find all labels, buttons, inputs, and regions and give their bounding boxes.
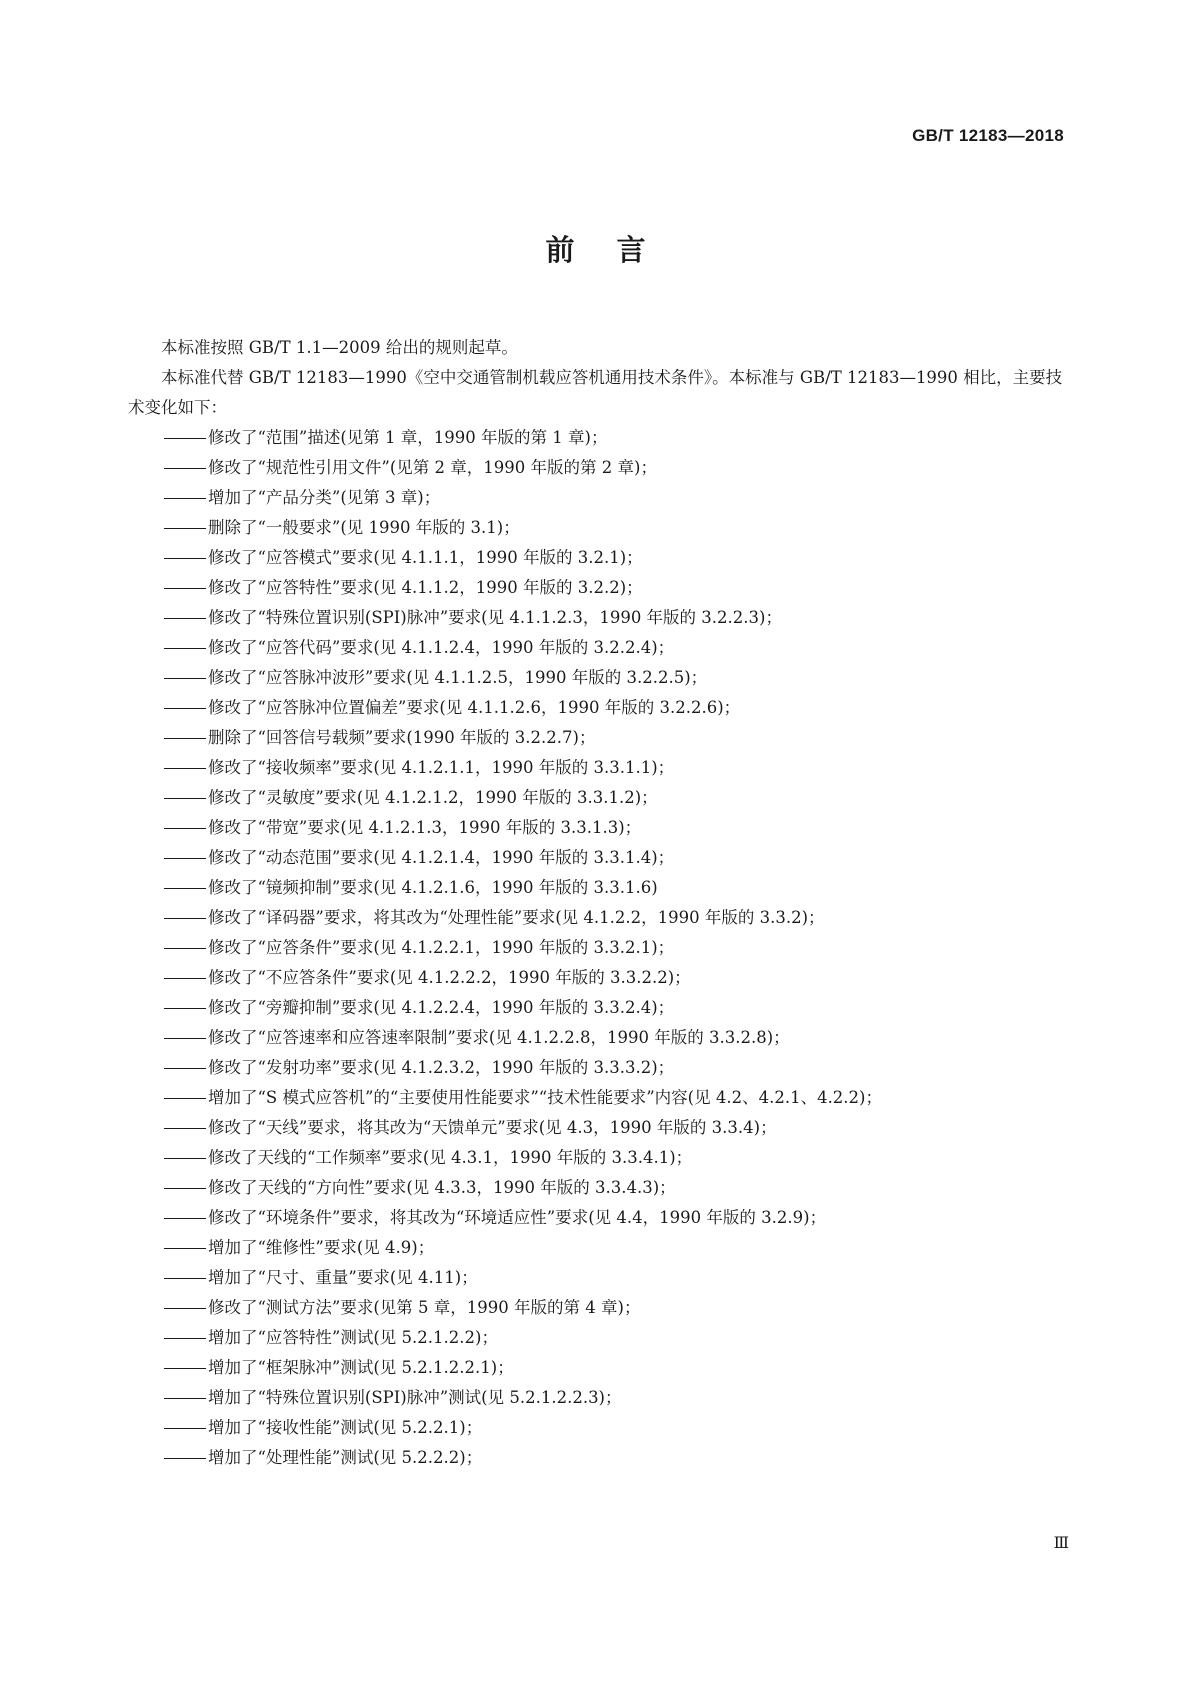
change-list-item (128, 603, 1063, 633)
list-dash (164, 1338, 206, 1339)
list-dash (164, 1308, 206, 1309)
change-list-item-text: 增加了“维修性”要求(见 4.9)； (208, 1238, 435, 1257)
change-list-item (128, 963, 1063, 993)
list-dash (164, 468, 206, 469)
change-list-item-text: 删除了“一般要求”(见 1990 年版的 3.1)； (208, 518, 520, 537)
change-list-item-text: 修改了“应答速率和应答速率限制”要求(见 4.1.2.2.8，1990 年版的 3.3.2.8)； (208, 1028, 790, 1047)
list-dash (164, 558, 206, 559)
change-list-item-text: 修改了“范围”描述(见第 1 章，1990 年版的第 1 章)； (208, 428, 608, 447)
list-dash (164, 1038, 206, 1039)
change-list-item-text: 修改了“动态范围”要求(见 4.1.2.1.4，1990 年版的 3.3.1.4)； (208, 848, 675, 867)
list-dash (164, 1068, 206, 1069)
list-dash (164, 738, 206, 739)
change-list-item-text: 修改了“应答模式”要求(见 4.1.1.1，1990 年版的 3.2.1)； (208, 548, 643, 567)
change-list-item-text: 修改了“译码器”要求，将其改为“处理性能”要求(见 4.1.2.2，1990 年版的 3.3.2)； (208, 908, 825, 927)
change-list-item-text: 增加了“处理性能”测试(见 5.2.2.2)； (208, 1448, 483, 1467)
change-list-item (128, 453, 1063, 483)
change-list-item (128, 1323, 1063, 1353)
change-list-item (128, 723, 1063, 753)
list-dash (164, 978, 206, 979)
document-body (128, 333, 1063, 1473)
change-list-item (128, 543, 1063, 573)
change-list-item-text: 删除了“回答信号载频”要求(1990 年版的 3.2.2.7)； (208, 728, 596, 747)
change-list-item (128, 513, 1063, 543)
list-dash (164, 1398, 206, 1399)
list-dash (164, 1428, 206, 1429)
change-list-item (128, 933, 1063, 963)
list-dash (164, 1218, 206, 1219)
change-list-item (128, 1383, 1063, 1413)
change-list-item-text: 修改了“发射功率”要求(见 4.1.2.3.2，1990 年版的 3.3.3.2)； (208, 1058, 675, 1077)
change-list-item-text: 修改了“旁瓣抑制”要求(见 4.1.2.2.4，1990 年版的 3.3.2.4)； (208, 998, 675, 1017)
change-list-item (128, 693, 1063, 723)
technical-changes-list (128, 423, 1063, 1473)
change-list-item-text: 修改了“测试方法”要求(见第 5 章，1990 年版的第 4 章)； (208, 1298, 641, 1317)
change-list-item (128, 1173, 1063, 1203)
intro-paragraph-replacement: 本标准代替 GB/T 12183—1990《空中交通管制机载应答机通用技术条件》。本标准与 GB/T 12183—1990 相比，主要技术变化如下： (128, 368, 1063, 417)
list-dash (164, 618, 206, 619)
change-list-item-text: 修改了“应答脉冲位置偏差”要求(见 4.1.1.2.6，1990 年版的 3.2.2.6)； (208, 698, 741, 717)
list-dash (164, 1098, 206, 1099)
change-list-item (128, 1413, 1063, 1443)
change-list-item (128, 993, 1063, 1023)
change-list-item-text: 增加了“产品分类”(见第 3 章)； (208, 488, 441, 507)
change-list-item-text: 增加了“S 模式应答机”的“主要使用性能要求”“技术性能要求”内容(见 4.2、4.2.1、4.2.2)； (208, 1088, 882, 1107)
change-list-item (128, 873, 1063, 903)
intro-paragraph-drafting-rules: 本标准按照 GB/T 1.1—2009 给出的规则起草。 (161, 338, 518, 357)
change-list-item (128, 1353, 1063, 1383)
list-dash (164, 1458, 206, 1459)
list-dash (164, 528, 206, 529)
change-list-item (128, 1023, 1063, 1053)
change-list-item-text: 修改了“天线”要求，将其改为“天馈单元”要求(见 4.3，1990 年版的 3.3.4)； (208, 1118, 777, 1137)
change-list-item-text: 修改了“应答脉冲波形”要求(见 4.1.1.2.5，1990 年版的 3.2.2.5)； (208, 668, 708, 687)
change-list-item-text: 增加了“应答特性”测试(见 5.2.1.2.2)； (208, 1328, 498, 1347)
list-dash (164, 1128, 206, 1129)
change-list-item (128, 1143, 1063, 1173)
change-list-item-text: 修改了“不应答条件”要求(见 4.1.2.2.2，1990 年版的 3.3.2.2)； (208, 968, 691, 987)
list-dash (164, 1368, 206, 1369)
change-list-item (128, 573, 1063, 603)
page-title: 前言 (545, 233, 688, 267)
change-list-item (128, 753, 1063, 783)
list-dash (164, 498, 206, 499)
change-list-item-text: 修改了“接收频率”要求(见 4.1.2.1.1，1990 年版的 3.3.1.1)； (208, 758, 675, 777)
change-list-item (128, 423, 1063, 453)
standard-number-header: GB/T 12183—2018 (912, 126, 1064, 145)
change-list-item (128, 1083, 1063, 1113)
change-list-item-text: 增加了“接收性能”测试(见 5.2.2.1)； (208, 1418, 483, 1437)
page-number: Ⅲ (1053, 1533, 1069, 1552)
change-list-item-text: 修改了“规范性引用文件”(见第 2 章，1990 年版的第 2 章)； (208, 458, 657, 477)
change-list-item-text: 修改了“镜频抑制”要求(见 4.1.2.1.6，1990 年版的 3.3.1.6) (208, 878, 658, 897)
change-list-item-text: 修改了天线的“方向性”要求(见 4.3.3，1990 年版的 3.3.4.3)； (208, 1178, 676, 1197)
change-list-item-text: 修改了“应答代码”要求(见 4.1.1.2.4，1990 年版的 3.2.2.4)； (208, 638, 675, 657)
change-list-item-text: 修改了天线的“工作频率”要求(见 4.3.1，1990 年版的 3.3.4.1)； (208, 1148, 693, 1167)
change-list-item (128, 1203, 1063, 1233)
change-list-item (128, 1263, 1063, 1293)
change-list-item (128, 783, 1063, 813)
list-dash (164, 1008, 206, 1009)
change-list-item (128, 1113, 1063, 1143)
change-list-item (128, 663, 1063, 693)
change-list-item-text: 修改了“环境条件”要求，将其改为“环境适应性”要求(见 4.4，1990 年版的 3.2.9)； (208, 1208, 827, 1227)
list-dash (164, 1188, 206, 1189)
list-dash (164, 918, 206, 919)
change-list-item-text: 修改了“带宽”要求(见 4.1.2.1.3，1990 年版的 3.3.1.3)； (208, 818, 642, 837)
list-dash (164, 858, 206, 859)
change-list-item (128, 633, 1063, 663)
change-list-item-text: 修改了“应答特性”要求(见 4.1.1.2，1990 年版的 3.2.2)； (208, 578, 643, 597)
change-list-item (128, 1053, 1063, 1083)
change-list-item (128, 903, 1063, 933)
change-list-item (128, 813, 1063, 843)
list-dash (164, 438, 206, 439)
list-dash (164, 948, 206, 949)
change-list-item-text: 修改了“应答条件”要求(见 4.1.2.2.1，1990 年版的 3.3.2.1)； (208, 938, 675, 957)
change-list-item-text: 修改了“灵敏度”要求(见 4.1.2.1.2，1990 年版的 3.3.1.2)； (208, 788, 658, 807)
list-dash (164, 678, 206, 679)
change-list-item (128, 483, 1063, 513)
list-dash (164, 1278, 206, 1279)
list-dash (164, 768, 206, 769)
change-list-item (128, 1293, 1063, 1323)
change-list-item (128, 843, 1063, 873)
list-dash (164, 798, 206, 799)
list-dash (164, 588, 206, 589)
change-list-item-text: 增加了“框架脉冲”测试(见 5.2.1.2.2.1)； (208, 1358, 514, 1377)
list-dash (164, 648, 206, 649)
change-list-item-text: 增加了“特殊位置识别(SPI)脉冲”测试(见 5.2.1.2.2.3)； (208, 1388, 622, 1407)
change-list-item (128, 1233, 1063, 1263)
list-dash (164, 1248, 206, 1249)
list-dash (164, 888, 206, 889)
change-list-item (128, 1443, 1063, 1473)
change-list-item-text: 修改了“特殊位置识别(SPI)脉冲”要求(见 4.1.1.2.3，1990 年版的 3.2.2.3)； (208, 608, 782, 627)
list-dash (164, 1158, 206, 1159)
list-dash (164, 708, 206, 709)
list-dash (164, 828, 206, 829)
change-list-item-text: 增加了“尺寸、重量”要求(见 4.11)； (208, 1268, 478, 1287)
